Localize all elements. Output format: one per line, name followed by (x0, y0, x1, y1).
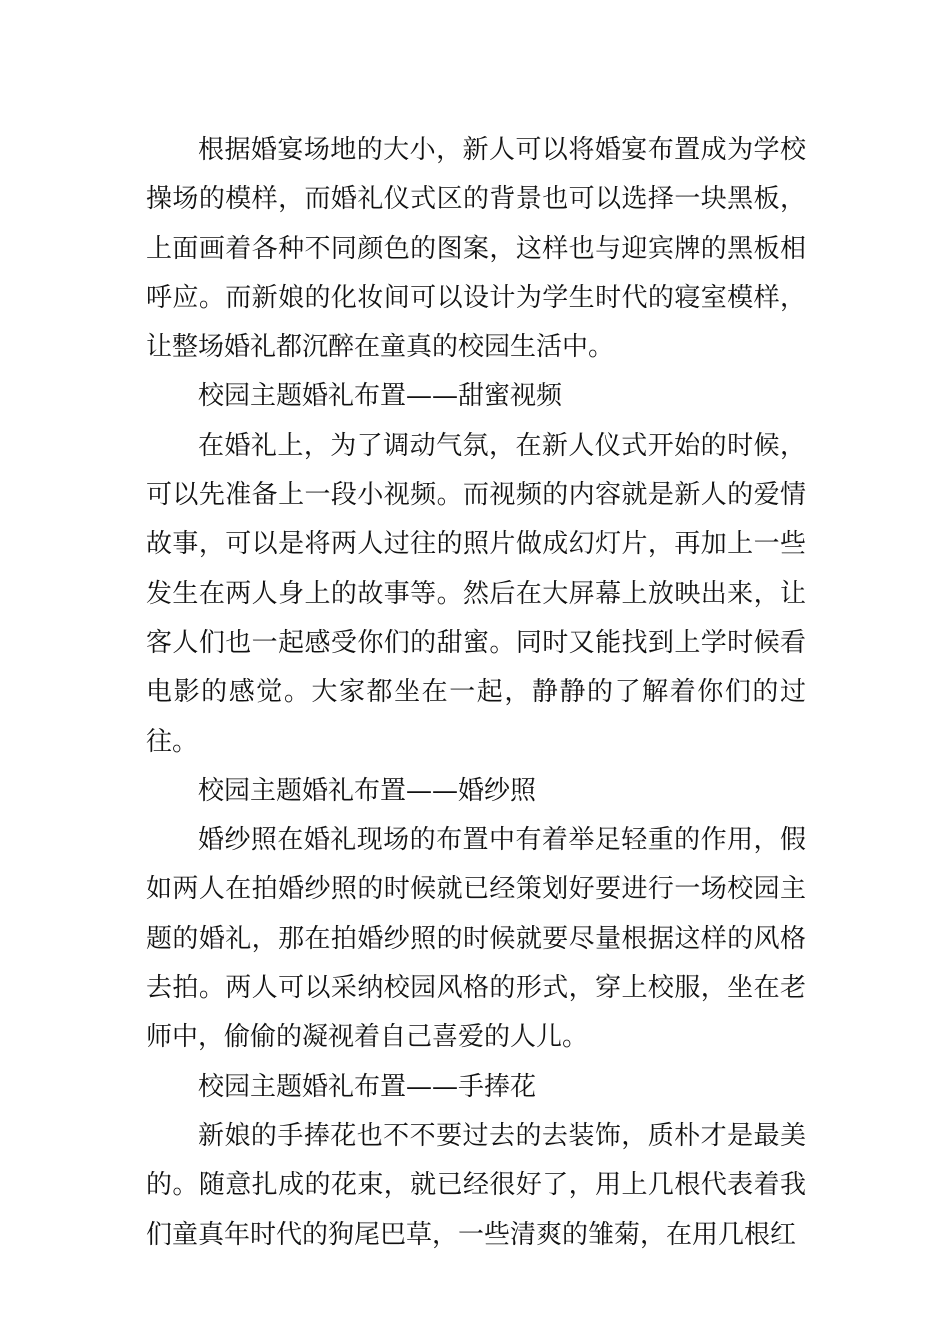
paragraph-venue-layout: 根据婚宴场地的大小，新人可以将婚宴布置成为学校操场的模样，而婚礼仪式区的背景也可以选择一块黑板，上面画着各种不同颜色的图案，这样也与迎宾牌的黑板相呼应。而新娘的化妆间可以设计为学生时代的寝室模样，让整场婚礼都沉醉在童真的校园生活中。 (146, 135, 806, 363)
section-heading-bouquet: 校园主题婚礼布置——手捧花 (198, 1071, 537, 1102)
section-heading-sweet-video: 校园主题婚礼布置——甜蜜视频 (198, 381, 563, 412)
paragraph-sweet-video: 在婚礼上，为了调动气氛，在新人仪式开始的时候，可以先准备上一段小视频。而视频的内容就是新人的爱情故事，可以是将两人过往的照片做成幻灯片，再加上一些发生在两人身上的故事等。然后在大屏幕上放映出来，让客人们也一起感受你们的甜蜜。同时又能找到上学时候看电影的感觉。大家都坐在一起，静静的了解着你们的过往。 (146, 430, 806, 757)
paragraph-bouquet: 新娘的手捧花也不不要过去的去装饰，质朴才是最美的。随意扎成的花束，就已经很好了，用上几根代表着我们童真年时代的狗尾巴草，一些清爽的雏菊，在用几根红 (146, 1120, 806, 1250)
paragraph-wedding-photos: 婚纱照在婚礼现场的布置中有着举足轻重的作用，假如两人在拍婚纱照的时候就已经策划好要进行一场校园主题的婚礼，那在拍婚纱照的时候就要尽量根据这样的风格去拍。两人可以采纳校园风格的形式，穿上校服，坐在老师中，偷偷的凝视着自己喜爱的人儿。 (146, 825, 806, 1053)
document-body (146, 126, 806, 1260)
section-heading-wedding-photos: 校园主题婚礼布置——婚纱照 (198, 775, 537, 806)
